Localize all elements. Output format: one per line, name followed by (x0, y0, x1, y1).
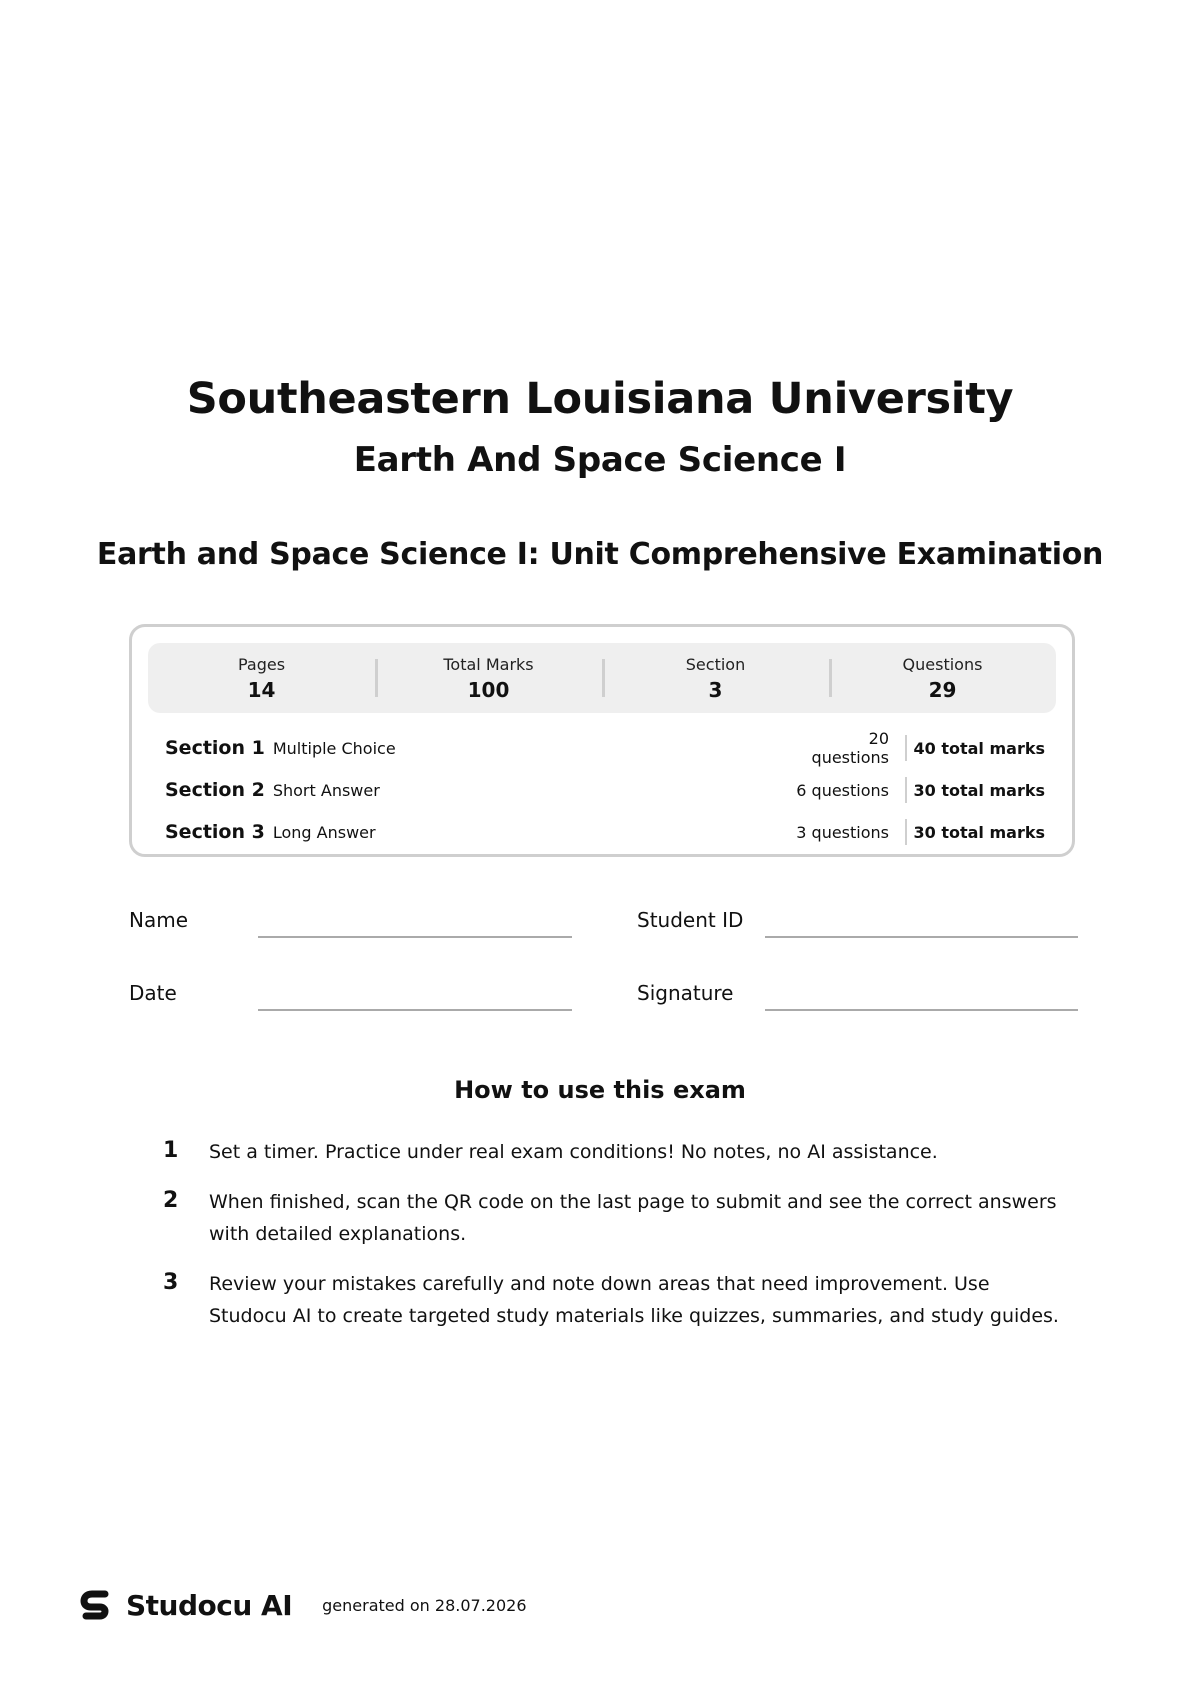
howto-step-1 (163, 1136, 1063, 1168)
section-row-2 (165, 769, 1045, 811)
section-type: Short Answer (272, 780, 380, 800)
date-label: Date (129, 981, 177, 1005)
stat-section (602, 643, 829, 713)
step-text: Review your mistakes carefully and note down areas that need improvement. Use Studocu AI to create targeted study materials like quizzes, summaries, and study guides. (209, 1273, 1059, 1327)
studocu-logo-icon (78, 1587, 114, 1623)
howto-step-3 (163, 1268, 1063, 1332)
footer (78, 1587, 527, 1623)
stat-value: 100 (467, 677, 510, 702)
university-name: Southeastern Louisiana University (186, 374, 1014, 424)
stat-label: Pages (237, 654, 286, 674)
stat-value: 14 (247, 677, 276, 702)
exam-stats-bar (148, 643, 1056, 713)
stat-label: Total Marks (443, 654, 534, 674)
stat-questions (829, 643, 1056, 713)
exam-info-box (129, 624, 1075, 857)
stat-pages (148, 643, 375, 713)
section-type: Multiple Choice (272, 738, 396, 758)
stat-value: 29 (928, 677, 957, 702)
stat-label: Questions (902, 654, 983, 674)
section-marks: 40 total marks (913, 738, 1045, 758)
step-text: Set a timer. Practice under real exam conditions! No notes, no AI assistance. (209, 1141, 938, 1163)
step-text: When finished, scan the QR code on the last page to submit and see the correct answers with detailed explanations. (209, 1191, 1057, 1245)
section-questions: 6 questions (796, 780, 889, 800)
student-id-field[interactable] (765, 936, 1078, 938)
date-field[interactable] (258, 1009, 572, 1011)
stat-label: Section (685, 654, 746, 674)
section-name: Section 3 (165, 821, 265, 843)
generated-date: generated on 28.07.2026 (322, 1595, 527, 1615)
section-name: Section 2 (165, 779, 265, 801)
signature-label: Signature (637, 981, 734, 1005)
howto-step-2 (163, 1186, 1063, 1250)
brand-name: Studocu AI (126, 1588, 293, 1622)
section-questions: 20 questions (811, 729, 889, 767)
section-name: Section 1 (165, 737, 265, 759)
student-id-label: Student ID (637, 908, 744, 932)
step-number: 3 (163, 1270, 179, 1295)
step-number: 1 (163, 1138, 179, 1163)
course-name: Earth And Space Science I (353, 440, 847, 480)
name-label: Name (129, 908, 189, 932)
section-row-1 (165, 727, 1045, 769)
section-questions: 3 questions (796, 822, 889, 842)
howto-title: How to use this exam (454, 1076, 746, 1104)
section-list (165, 727, 1045, 853)
section-row-3 (165, 811, 1045, 853)
signature-field[interactable] (765, 1009, 1078, 1011)
name-field[interactable] (258, 936, 572, 938)
section-marks: 30 total marks (913, 780, 1045, 800)
stat-value: 3 (708, 677, 723, 702)
section-marks: 30 total marks (913, 822, 1045, 842)
step-number: 2 (163, 1188, 179, 1213)
stat-total-marks (375, 643, 602, 713)
exam-title: Earth and Space Science I: Unit Comprehensive Examination (96, 537, 1104, 572)
section-type: Long Answer (272, 822, 376, 842)
